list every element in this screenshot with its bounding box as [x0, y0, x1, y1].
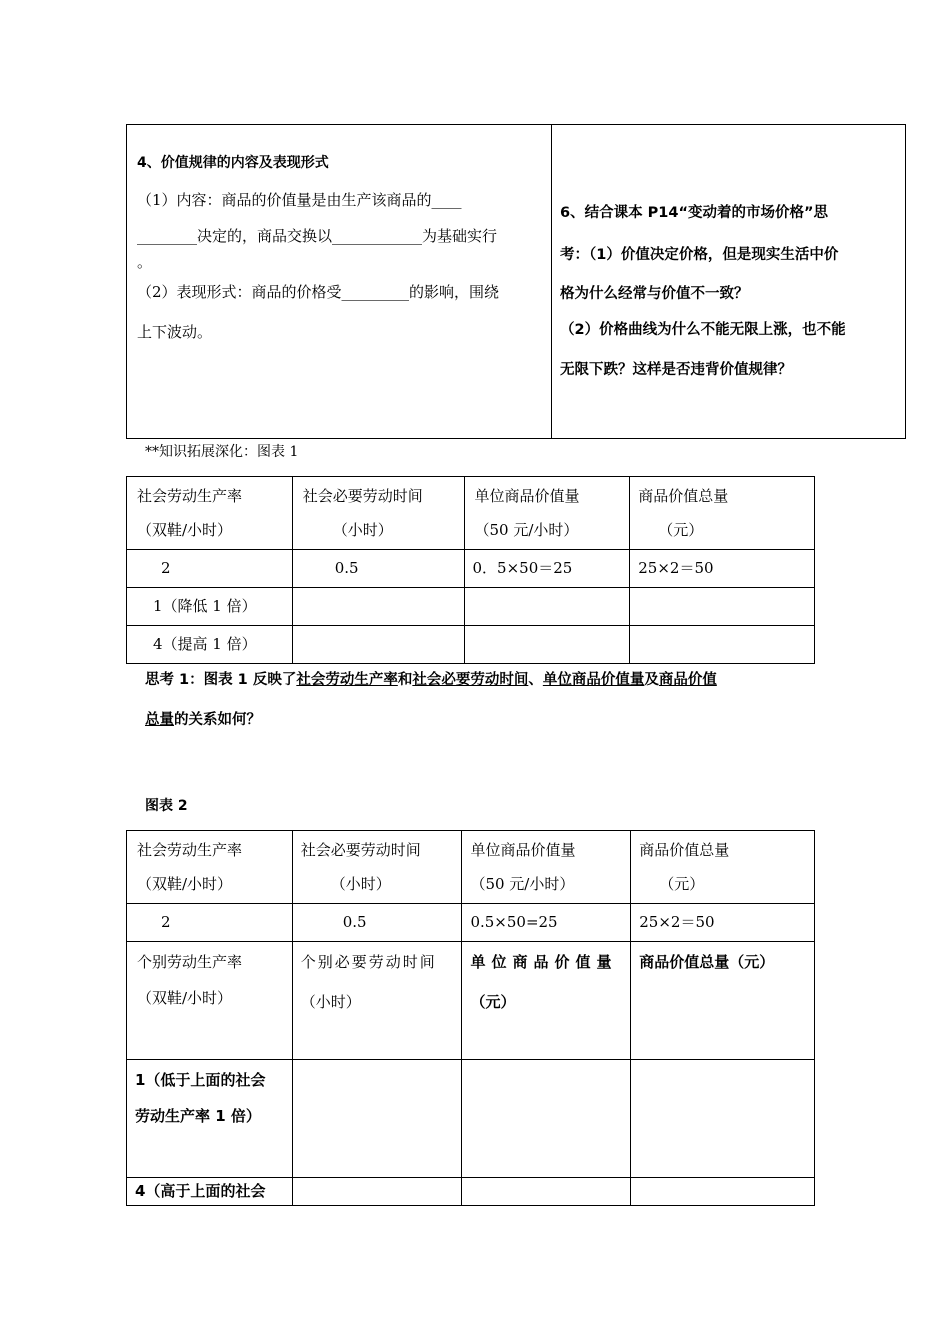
table-header-cell: 个别必要劳动时间 （小时）: [292, 942, 462, 1060]
question-line-1: 6、结合课本 P14“变动着的市场价格”思: [560, 205, 829, 221]
table-cell: [630, 626, 815, 664]
table-header-cell: 社会劳动生产率 （双鞋/小时）: [127, 477, 293, 550]
market-price-question: [560, 201, 900, 382]
table-cell: 0．5×50＝25: [464, 550, 630, 588]
table-cell: [292, 1178, 462, 1206]
table-row: [127, 831, 815, 904]
table-row: [127, 550, 815, 588]
question-line-5: 无限下跌？这样是否违背价值规律？: [560, 362, 792, 378]
question-line-2: 考：（1）价值决定价格，但是现实生活中价: [560, 247, 839, 263]
table-cell: [292, 626, 464, 664]
table-cell: 2: [127, 550, 293, 588]
table-header-cell: 个别劳动生产率 （双鞋/小时）: [127, 942, 293, 1060]
chart-1-table: [126, 476, 815, 664]
value-law-line-2: ________决定的，商品交换以____________为基础实行: [137, 227, 498, 245]
table-cell: 0.5: [292, 550, 464, 588]
table-cell: [631, 1178, 815, 1206]
table-cell: [292, 1060, 462, 1178]
table-row: [127, 477, 815, 550]
table-cell: [292, 588, 464, 626]
table-cell: [462, 1178, 631, 1206]
table-cell: 2: [127, 904, 293, 942]
table-row: [127, 1178, 815, 1206]
table-cell: [630, 588, 815, 626]
table-row: [127, 626, 815, 664]
table-header-cell: 商品价值总量 （元）: [631, 831, 815, 904]
value-law-title: 4、价值规律的内容及表现形式: [137, 155, 329, 171]
question-line-3: 格为什么经常与价值不一致？: [560, 286, 749, 302]
table-row: [127, 904, 815, 942]
table-cell: [462, 1060, 631, 1178]
chart-2-label: 图表 2: [145, 798, 188, 814]
table-header-cell: 商品价值总量（元）: [631, 942, 815, 1060]
table-cell: 0.5×50=25: [462, 904, 631, 942]
value-law-section: [137, 151, 547, 344]
expansion-label: **知识拓展深化：图表 1: [145, 444, 299, 460]
table-cell: 4（高于上面的社会: [127, 1178, 293, 1206]
table-cell: [464, 588, 630, 626]
top-box-divider: [551, 125, 552, 438]
table-cell: 25×2＝50: [630, 550, 815, 588]
table-row: [127, 588, 815, 626]
value-law-line-1: （1）内容：商品的价值量是由生产该商品的____: [137, 191, 462, 209]
value-law-line-4: （2）表现形式：商品的价格受_________的影响，围绕: [137, 283, 500, 301]
table-cell: 25×2＝50: [631, 904, 815, 942]
table-cell: [631, 1060, 815, 1178]
question-line-4: （2）价格曲线为什么不能无限上涨，也不能: [560, 322, 846, 338]
table-cell: 1（低于上面的社会 劳动生产率 1 倍）: [127, 1060, 293, 1178]
table-header-cell: 单位商品价值量 （50 元/小时）: [462, 831, 631, 904]
value-law-line-5: 上下波动。: [137, 323, 213, 341]
think-1-question: 思考 1：图表 1 反映了社会劳动生产率和社会必要劳动时间、单位商品价值量及商品价值 总量的关系如何？: [145, 672, 717, 728]
value-law-line-3: 。: [137, 253, 153, 271]
table-row: [127, 942, 815, 1060]
table-row: [127, 1060, 815, 1178]
table-cell: [464, 626, 630, 664]
chart-2-table: [126, 830, 815, 1206]
table-header-cell: 单位商品价值量 （元）: [462, 942, 631, 1060]
table-header-cell: 商品价值总量 （元）: [630, 477, 815, 550]
table-cell: 0.5: [292, 904, 462, 942]
table-header-cell: 社会劳动生产率 （双鞋/小时）: [127, 831, 293, 904]
table-cell: 4（提高 1 倍）: [127, 626, 293, 664]
top-box: [126, 124, 906, 439]
table-header-cell: 单位商品价值量 （50 元/小时）: [464, 477, 630, 550]
table-header-cell: 社会必要劳动时间 （小时）: [292, 831, 462, 904]
table-cell: 1（降低 1 倍）: [127, 588, 293, 626]
table-header-cell: 社会必要劳动时间 （小时）: [292, 477, 464, 550]
